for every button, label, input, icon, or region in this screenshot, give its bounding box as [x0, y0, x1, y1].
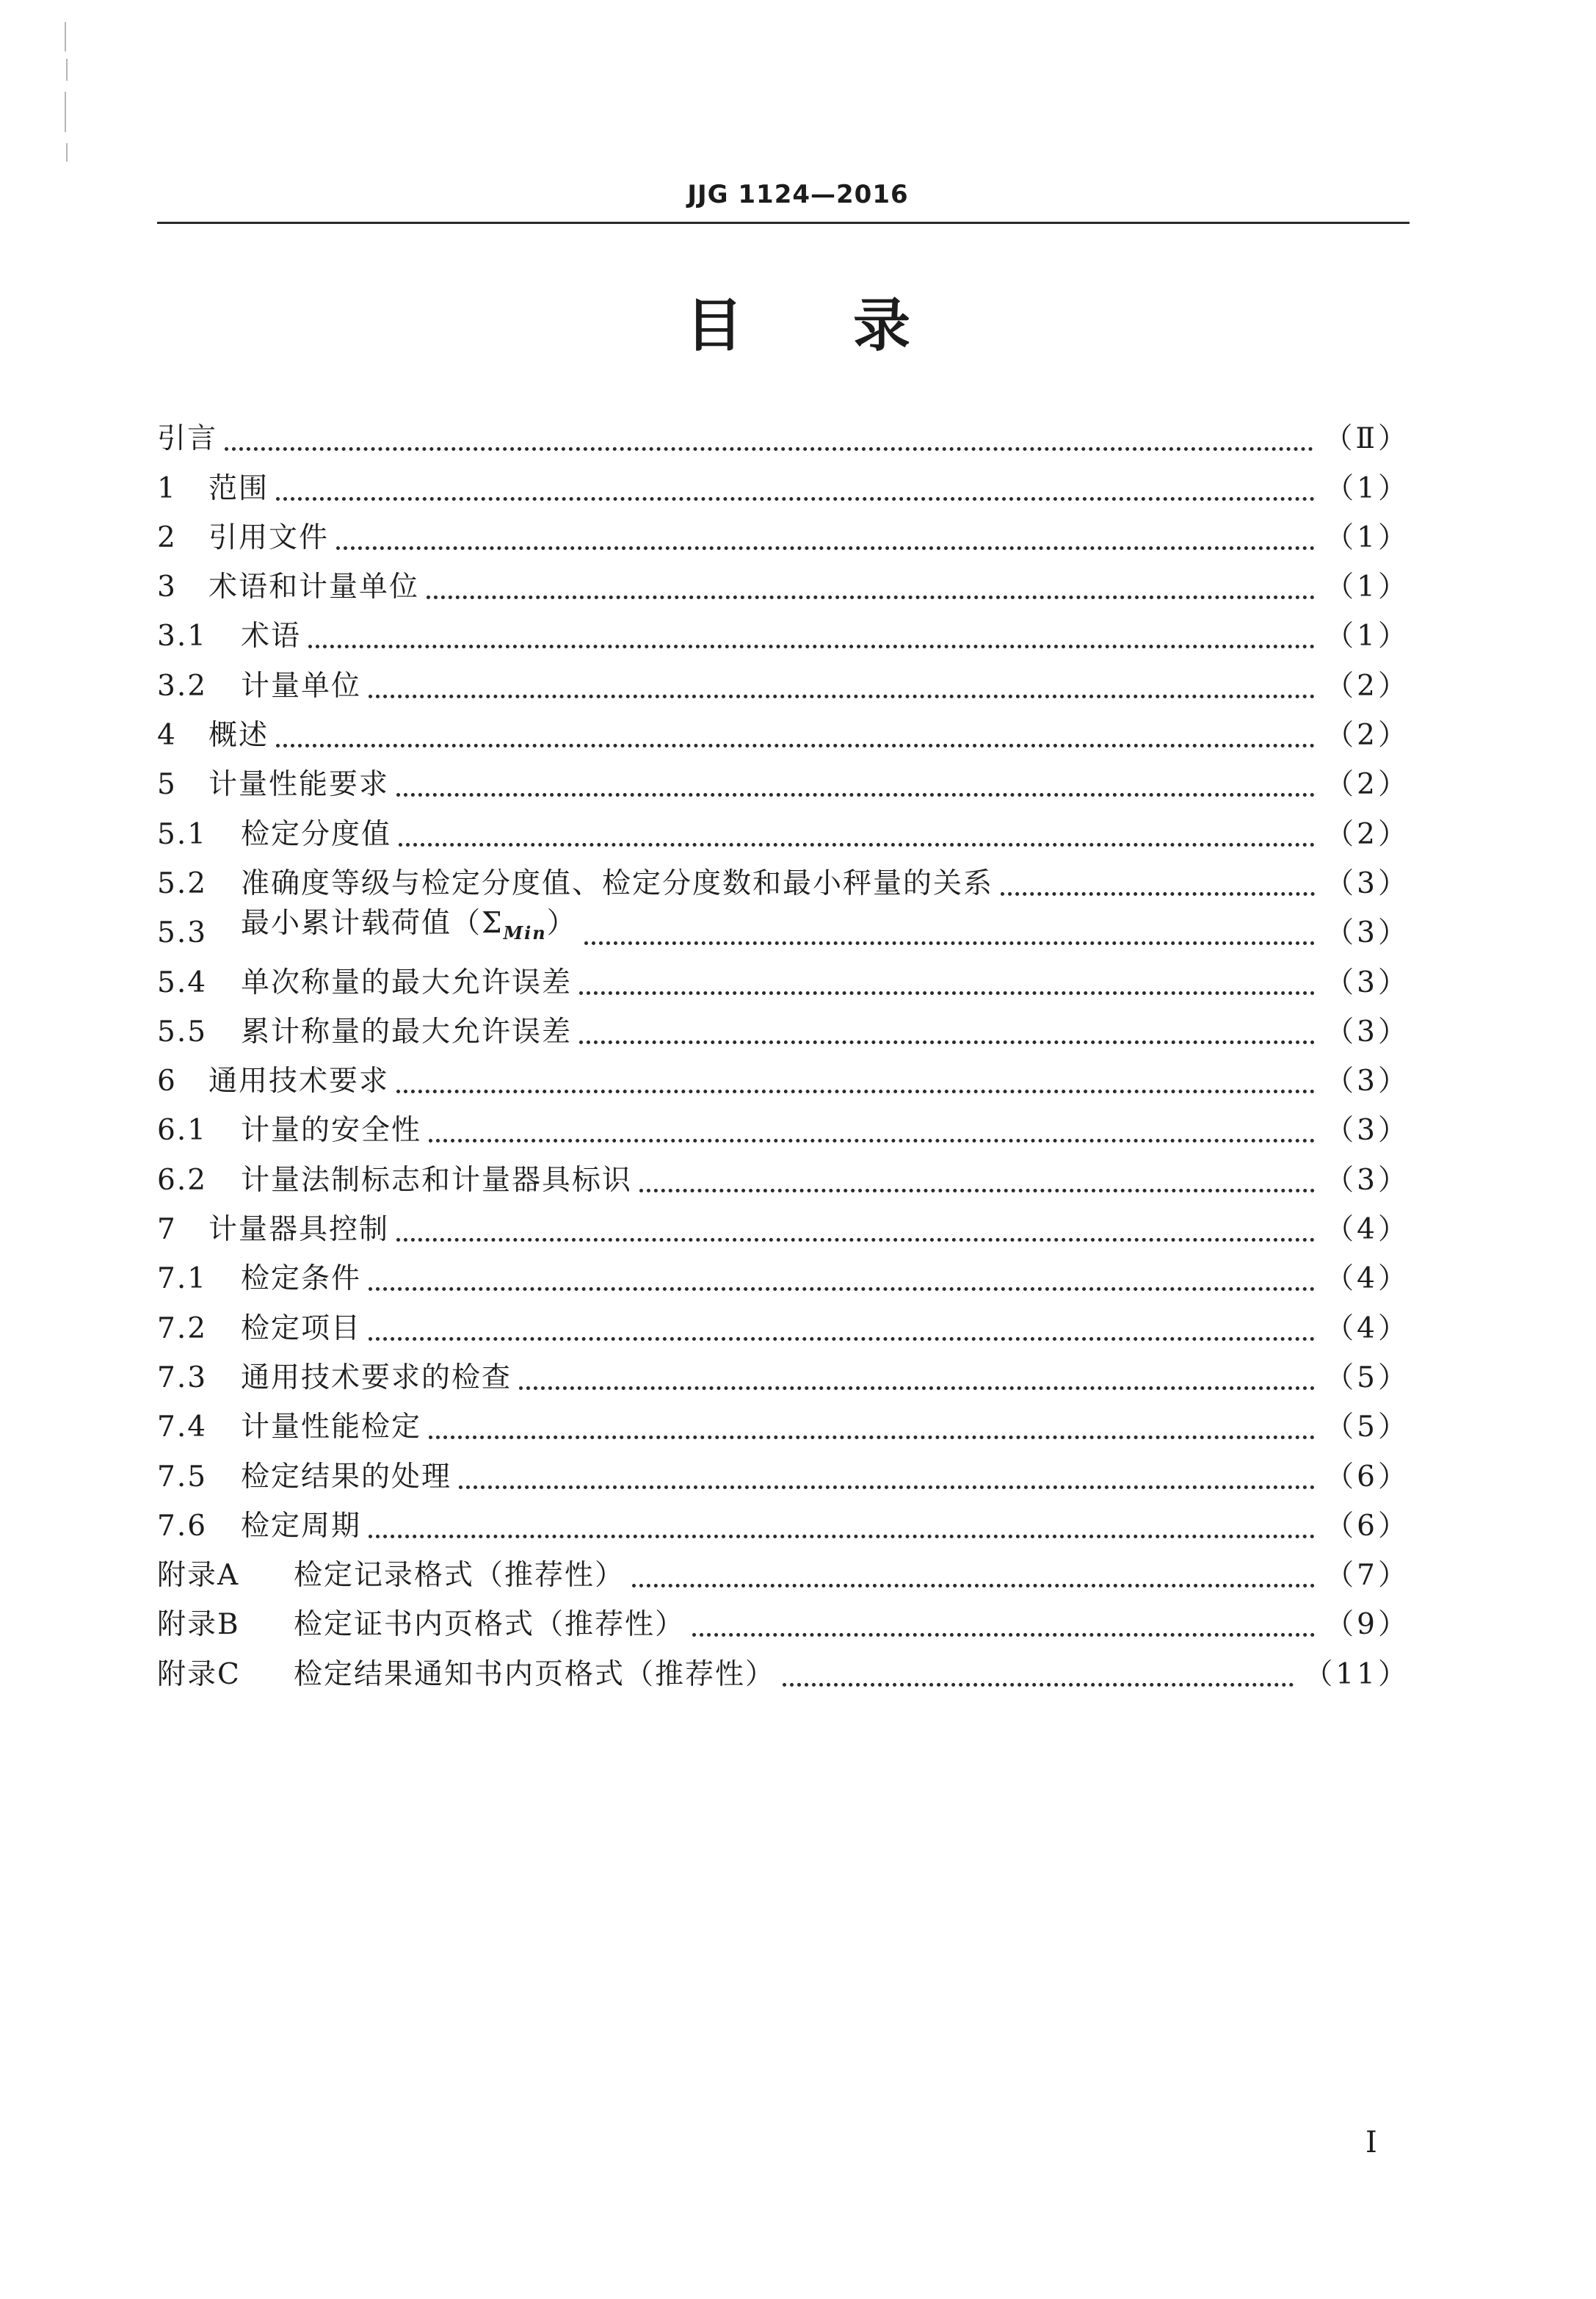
- toc-entry-title: [241, 958, 572, 1007]
- toc-entry-page: （3）: [1325, 1163, 1410, 1197]
- toc-entry-number: 1: [157, 471, 177, 505]
- toc-entry-title: [241, 1007, 572, 1057]
- toc-entry[interactable]: [157, 513, 1410, 562]
- toc-leader-dots: [579, 1040, 1315, 1044]
- toc-entry[interactable]: [157, 612, 1410, 661]
- toc-entry-title: [241, 612, 301, 661]
- toc-entry-title-text: 检定结果通知书内页格式（推荐性）: [294, 1657, 776, 1691]
- toc-entry-number: 7.2: [157, 1311, 208, 1345]
- toc-entry-title-text: 单次称量的最大允许误差: [241, 966, 573, 999]
- toc-entry-title: [241, 810, 391, 859]
- toc-leader-dots: [584, 941, 1315, 945]
- toc-leader-dots: [396, 1238, 1315, 1242]
- toc-entry-title-text: 检定分度值: [241, 817, 392, 851]
- toc-entry-title: [241, 662, 361, 711]
- toc-entry-page: （2）: [1325, 817, 1410, 851]
- toc-entry[interactable]: [157, 711, 1410, 760]
- toc-entry-page: （7）: [1325, 1559, 1410, 1593]
- toc-entry-title-text: 计量器具控制: [208, 1213, 390, 1247]
- toc-leader-dots: [369, 695, 1315, 698]
- toc-entry-page: （3）: [1325, 1065, 1410, 1098]
- toc-entry[interactable]: [157, 1155, 1410, 1204]
- toc-entry-title-text: 计量性能检定: [241, 1411, 422, 1444]
- toc-entry-number: 5.5: [157, 1015, 208, 1049]
- toc-entry-title: [241, 899, 577, 957]
- toc-leader-dots: [519, 1386, 1315, 1390]
- toc-entry-number: 4: [157, 719, 177, 753]
- toc-leader-dots: [396, 793, 1315, 797]
- toc-leader-dots: [639, 1189, 1315, 1192]
- toc-leader-dots: [336, 546, 1315, 550]
- toc-leader-dots: [783, 1683, 1294, 1687]
- toc-entry-title-text: 引用文件: [208, 521, 330, 554]
- toc-entry-page: （4）: [1325, 1262, 1410, 1296]
- toc-entry-title-text: 最小累计载荷值（Σ: [241, 907, 504, 941]
- toc-entry-page: （1）: [1325, 571, 1410, 604]
- toc-entry-page: （1）: [1325, 471, 1410, 505]
- toc-entry-number: 5.2: [157, 866, 208, 900]
- toc-leader-dots: [692, 1633, 1315, 1637]
- toc-entry-title-text: 通用技术要求: [208, 1065, 390, 1098]
- toc-entry-title-text: 概述: [208, 719, 269, 753]
- toc-entry[interactable]: [157, 1353, 1410, 1402]
- toc-leader-dots: [276, 744, 1315, 747]
- toc-entry-title: [157, 414, 217, 463]
- toc-entry-title-text: 累计称量的最大允许误差: [241, 1015, 573, 1049]
- toc-entry[interactable]: [157, 414, 1410, 463]
- header-divider: [157, 222, 1410, 224]
- toc-entry-page: （3）: [1325, 1114, 1410, 1148]
- toc-entry[interactable]: [157, 1106, 1410, 1155]
- toc-leader-dots: [399, 843, 1315, 847]
- toc-entry-title: [241, 1304, 361, 1353]
- toc-entry-number: 7.6: [157, 1509, 208, 1543]
- toc-leader-dots: [429, 1139, 1315, 1143]
- table-of-contents: [157, 414, 1410, 1699]
- toc-entry-page: （4）: [1325, 1213, 1410, 1247]
- toc-entry[interactable]: [157, 463, 1410, 513]
- toc-leader-dots: [579, 991, 1315, 995]
- toc-entry[interactable]: [157, 1649, 1410, 1698]
- toc-entry-title: [241, 1254, 361, 1303]
- toc-entry-title-text: 计量的安全性: [241, 1114, 422, 1148]
- toc-entry-title-text: 引言: [157, 422, 218, 456]
- toc-entry-title: [208, 760, 389, 809]
- toc-entry-title: [241, 1502, 361, 1551]
- toc-entry-title: [294, 1551, 625, 1600]
- toc-entry-page: （2）: [1325, 719, 1410, 753]
- toc-entry[interactable]: [157, 908, 1410, 957]
- toc-entry-page: （2）: [1325, 669, 1410, 703]
- toc-entry-page: （5）: [1325, 1361, 1410, 1394]
- toc-leader-dots: [1001, 892, 1315, 896]
- toc-entry-page: （Ⅱ）: [1324, 422, 1410, 456]
- toc-entry[interactable]: [157, 1205, 1410, 1254]
- toc-entry-title: [241, 1106, 421, 1155]
- toc-entry-page: （3）: [1325, 916, 1410, 950]
- toc-leader-dots: [369, 1535, 1315, 1538]
- toc-entry-number: 附录B: [157, 1608, 240, 1642]
- toc-entry-number: 7: [157, 1213, 177, 1247]
- toc-entry-subscript: Min: [503, 922, 547, 944]
- toc-entry-page: （6）: [1325, 1509, 1410, 1543]
- toc-entry-title-text: 计量法制标志和计量器具标识: [241, 1163, 633, 1197]
- toc-leader-dots: [396, 1090, 1315, 1093]
- toc-entry[interactable]: [157, 1551, 1410, 1600]
- toc-entry[interactable]: [157, 1057, 1410, 1106]
- toc-entry[interactable]: [157, 760, 1410, 809]
- toc-entry-title-text: 检定结果的处理: [241, 1460, 452, 1494]
- toc-entry-number: 3.1: [157, 620, 208, 654]
- toc-entry-title: [208, 1057, 389, 1106]
- toc-leader-dots: [459, 1485, 1315, 1489]
- document-code: JJG 1124—2016: [687, 180, 909, 209]
- toc-entry-number: 7.3: [157, 1361, 208, 1394]
- toc-entry-page: （9）: [1325, 1608, 1410, 1642]
- toc-entry[interactable]: [157, 1452, 1410, 1501]
- toc-entry[interactable]: [157, 562, 1410, 612]
- toc-entry[interactable]: [157, 1007, 1410, 1057]
- toc-leader-dots: [632, 1584, 1315, 1587]
- toc-entry-number: 2: [157, 521, 177, 554]
- toc-leader-dots: [369, 1287, 1315, 1291]
- toc-entry[interactable]: [157, 809, 1410, 858]
- toc-entry-number: 7.5: [157, 1460, 208, 1494]
- toc-entry-title-text: 检定证书内页格式（推荐性）: [294, 1608, 686, 1642]
- toc-entry-page: （4）: [1325, 1311, 1410, 1345]
- toc-entry-page: （1）: [1325, 521, 1410, 554]
- toc-entry-title-text: 计量单位: [241, 669, 362, 703]
- page-number: I: [1365, 2126, 1377, 2159]
- toc-entry-number: 3: [157, 571, 177, 604]
- toc-entry-title: [208, 1205, 389, 1254]
- page-title: 目录: [685, 293, 1020, 359]
- toc-leader-dots: [308, 645, 1315, 648]
- toc-entry-title: [208, 562, 419, 612]
- toc-entry-title-text: 范围: [208, 471, 269, 505]
- toc-entry-number: 附录A: [157, 1559, 240, 1593]
- toc-entry-number: 6: [157, 1065, 177, 1098]
- toc-leader-dots: [225, 447, 1313, 451]
- toc-entry-title-suffix: ）: [546, 907, 577, 941]
- toc-entry-number: 7.4: [157, 1411, 208, 1444]
- toc-entry-page: （11）: [1304, 1657, 1410, 1691]
- toc-entry-number: 3.2: [157, 669, 208, 703]
- toc-entry-title-text: 术语: [241, 620, 302, 654]
- toc-entry-page: （1）: [1325, 620, 1410, 654]
- toc-leader-dots: [427, 595, 1315, 599]
- toc-entry[interactable]: [157, 1303, 1410, 1353]
- toc-entry-title-text: 术语和计量单位: [208, 571, 420, 604]
- toc-entry[interactable]: [157, 1502, 1410, 1551]
- toc-entry-page: （3）: [1325, 1015, 1410, 1049]
- toc-leader-dots: [276, 497, 1315, 501]
- toc-entry-title: [294, 1650, 775, 1699]
- toc-entry-number: 6.2: [157, 1163, 208, 1197]
- toc-entry-page: （3）: [1325, 966, 1410, 999]
- toc-entry-page: （5）: [1325, 1411, 1410, 1444]
- toc-leader-dots: [369, 1337, 1315, 1341]
- toc-entry-number: 6.1: [157, 1114, 208, 1148]
- toc-entry-number: 附录C: [157, 1657, 241, 1691]
- toc-entry-title-text: 通用技术要求的检查: [241, 1361, 512, 1394]
- toc-entry[interactable]: [157, 1600, 1410, 1649]
- toc-entry-title: [294, 1600, 685, 1649]
- toc-leader-dots: [429, 1435, 1315, 1439]
- toc-entry-title: [241, 1353, 512, 1402]
- toc-entry-title: [241, 1156, 632, 1205]
- scan-edge-marks: [65, 22, 79, 162]
- toc-entry-number: 5: [157, 768, 177, 802]
- toc-entry[interactable]: [157, 1254, 1410, 1303]
- toc-entry-number: 5.3: [157, 916, 208, 950]
- toc-entry-page: （6）: [1325, 1460, 1410, 1494]
- toc-entry[interactable]: [157, 957, 1410, 1007]
- toc-entry-page: （2）: [1325, 768, 1410, 802]
- toc-entry-title-text: 检定条件: [241, 1262, 362, 1296]
- toc-entry[interactable]: [157, 1402, 1410, 1452]
- toc-entry-title-text: 检定项目: [241, 1311, 362, 1345]
- toc-entry-number: 5.1: [157, 817, 208, 851]
- toc-entry-title-text: 检定记录格式（推荐性）: [294, 1559, 625, 1593]
- toc-entry-title: [208, 464, 269, 513]
- toc-entry-number: 5.4: [157, 966, 208, 999]
- toc-entry-title-text: 计量性能要求: [208, 768, 390, 802]
- toc-entry-title: [241, 1402, 421, 1452]
- toc-entry-page: （3）: [1325, 866, 1410, 900]
- toc-entry-title: [208, 711, 269, 760]
- toc-entry-number: 7.1: [157, 1262, 208, 1296]
- toc-entry-title: [208, 513, 329, 562]
- toc-entry[interactable]: [157, 661, 1410, 710]
- toc-entry-title-text: 准确度等级与检定分度值、检定分度数和最小秤量的关系: [241, 866, 994, 900]
- toc-entry-title-text: 检定周期: [241, 1509, 362, 1543]
- toc-entry-title: [241, 1452, 451, 1502]
